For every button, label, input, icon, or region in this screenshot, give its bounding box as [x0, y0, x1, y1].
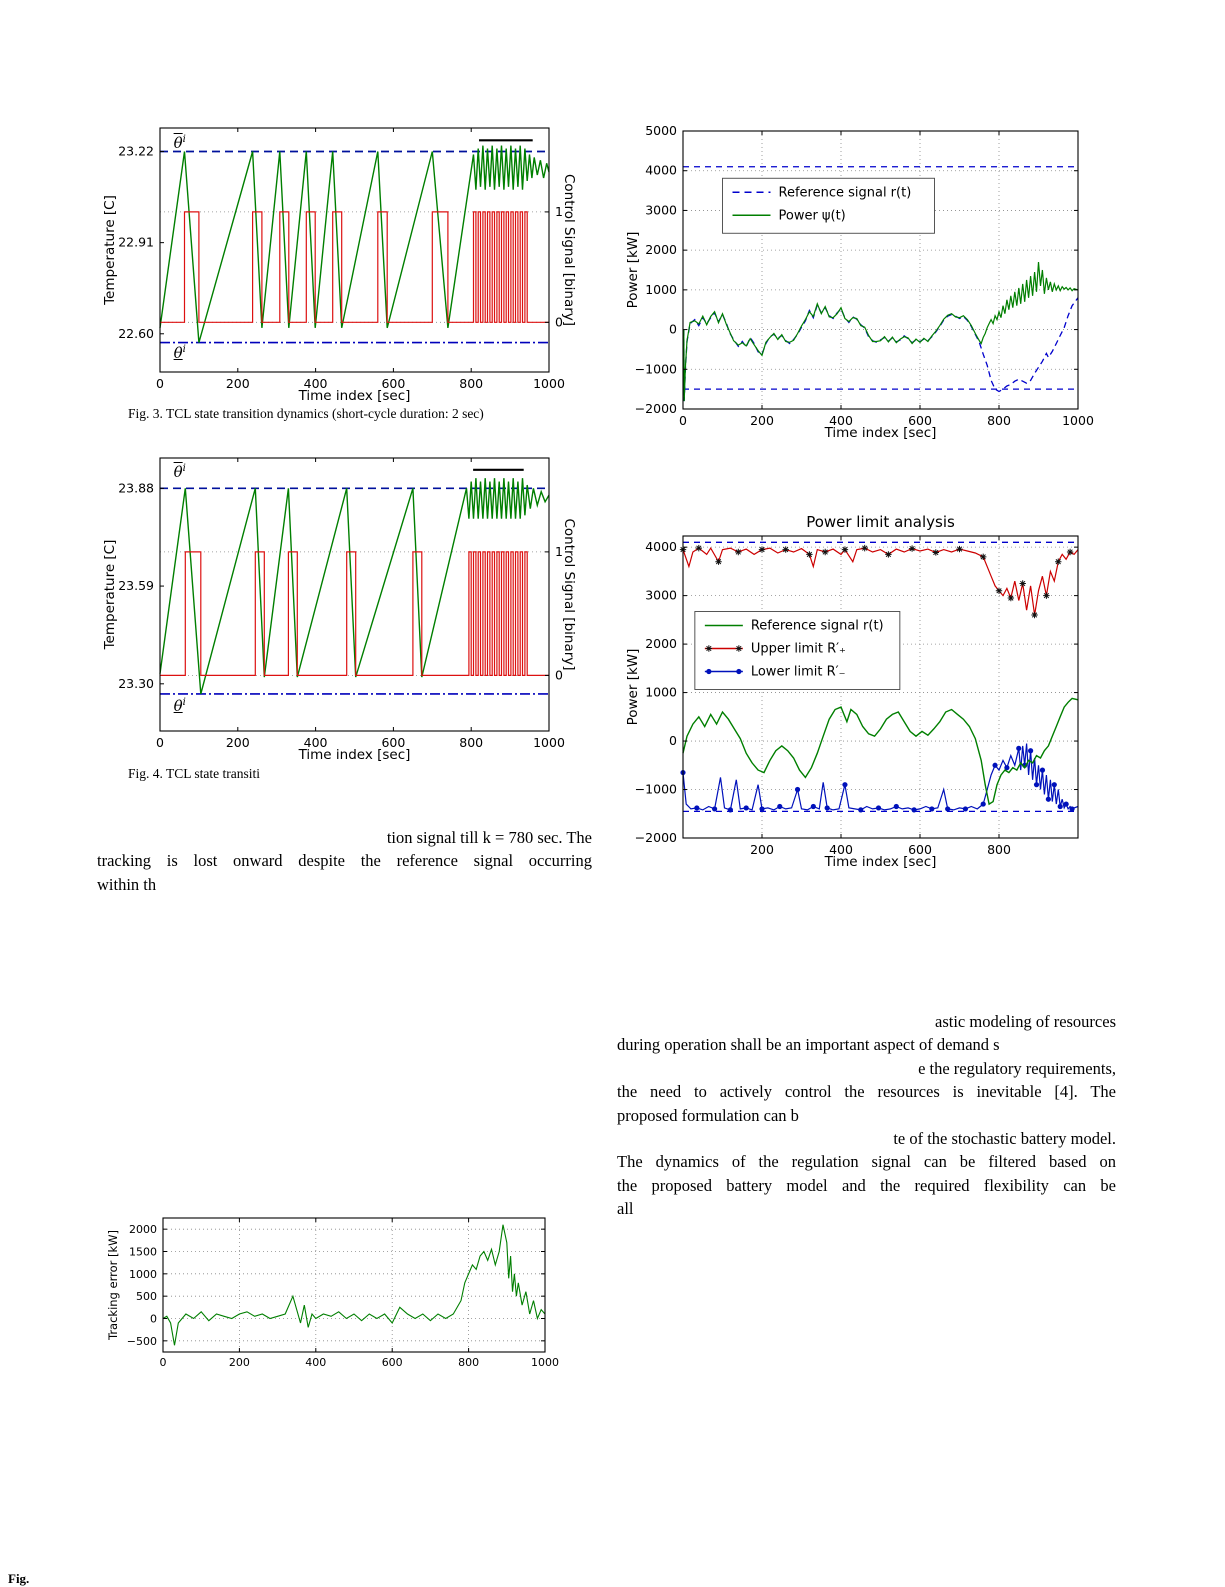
theta-annotation: $\overline{\theta}^i$: [173, 463, 186, 482]
theta-annotation: $\theta^i$: [173, 696, 186, 715]
text-line: astic modeling of resources: [935, 1012, 1116, 1031]
text-line: proposed formulation can b: [617, 1105, 799, 1125]
series-power-signal: [684, 262, 1078, 401]
chart-canvas: [615, 115, 1115, 460]
svg-text:3000: 3000: [645, 587, 677, 603]
svg-text:4000: 4000: [645, 539, 677, 555]
svg-text:2000: 2000: [645, 636, 677, 652]
svg-text:0: 0: [156, 376, 164, 391]
svg-text:−2000: −2000: [634, 401, 677, 416]
svg-text:800: 800: [459, 735, 484, 750]
svg-text:0: 0: [159, 1356, 167, 1369]
svg-text:0: 0: [150, 1312, 157, 1326]
power-limit-chart: [615, 505, 1115, 890]
svg-text:1000: 1000: [645, 684, 677, 700]
svg-text:Control Signal [binary]: Control Signal [binary]: [561, 173, 577, 327]
svg-text:23.59: 23.59: [118, 578, 154, 594]
svg-text:400: 400: [303, 735, 328, 750]
text-line: within th: [97, 874, 157, 894]
svg-text:800: 800: [987, 842, 1011, 857]
svg-text:Upper limit R′₊: Upper limit R′₊: [750, 641, 846, 657]
power-tracking-chart: [615, 115, 1115, 460]
svg-text:Time index [sec]: Time index [sec]: [298, 388, 411, 404]
svg-text:23.22: 23.22: [118, 143, 154, 159]
left-column-text: [97, 826, 592, 896]
svg-text:1000: 1000: [533, 735, 565, 750]
svg-text:23.30: 23.30: [118, 675, 154, 691]
svg-text:1: 1: [555, 543, 563, 559]
svg-text:1: 1: [555, 203, 563, 219]
svg-text:800: 800: [987, 413, 1011, 428]
fig4-caption: Fig. 4. TCL state transiti: [128, 766, 260, 781]
svg-text:1000: 1000: [645, 281, 677, 297]
svg-text:0: 0: [555, 314, 563, 330]
tracking-error-chart: [95, 1205, 565, 1380]
svg-text:600: 600: [381, 376, 406, 391]
svg-text:Time index [sec]: Time index [sec]: [824, 425, 937, 441]
svg-text:0: 0: [669, 321, 677, 337]
chart-canvas: [85, 112, 575, 424]
svg-text:Time index [sec]: Time index [sec]: [824, 854, 937, 870]
chart-canvas: [615, 505, 1115, 890]
svg-text:22.91: 22.91: [118, 234, 154, 250]
svg-text:600: 600: [908, 413, 932, 428]
text-line: all: [617, 1199, 634, 1219]
text-line: tracking is lost onward despite the reference signal occurring: [97, 851, 592, 871]
svg-text:400: 400: [829, 842, 853, 857]
svg-text:5000: 5000: [645, 123, 677, 138]
svg-text:1500: 1500: [129, 1245, 157, 1259]
svg-text:0: 0: [679, 413, 687, 428]
svg-text:800: 800: [459, 376, 484, 391]
svg-text:23.88: 23.88: [118, 480, 154, 496]
text-line: e the regulatory requirements,: [918, 1058, 1116, 1078]
svg-text:0: 0: [156, 735, 164, 750]
svg-text:2000: 2000: [645, 242, 677, 258]
svg-text:3000: 3000: [645, 202, 677, 218]
svg-text:500: 500: [136, 1290, 157, 1304]
svg-text:Tracking error [kW]: Tracking error [kW]: [106, 1229, 120, 1341]
fig3-caption: Fig. 3. TCL state transition dynamics (short-cycle duration: 2 sec): [128, 406, 484, 421]
series-upper-limit: [683, 548, 1078, 615]
svg-text:−500: −500: [126, 1334, 157, 1348]
svg-text:22.60: 22.60: [118, 325, 154, 341]
svg-text:400: 400: [303, 376, 328, 391]
chart-canvas: [95, 1205, 565, 1380]
series-lower-limit: [683, 744, 1078, 810]
series-reference-signal: [684, 298, 1078, 401]
svg-text:400: 400: [829, 413, 853, 428]
svg-text:Control Signal [binary]: Control Signal [binary]: [561, 518, 577, 671]
theta-annotation: $\overline{\theta}^i$: [173, 134, 186, 153]
svg-text:600: 600: [908, 842, 932, 857]
svg-text:2000: 2000: [129, 1223, 157, 1237]
text-line: during operation shall be an important aspect of demand s: [617, 1035, 1000, 1055]
series-temperature: [160, 146, 549, 343]
text-line: te of the stochastic battery model.: [893, 1129, 1116, 1149]
svg-text:Time index [sec]: Time index [sec]: [298, 747, 411, 763]
svg-text:Reference signal r(t): Reference signal r(t): [750, 618, 884, 634]
svg-text:Power ψ(t): Power ψ(t): [778, 208, 846, 224]
svg-text:Lower limit R′₋: Lower limit R′₋: [750, 664, 846, 680]
svg-text:−1000: −1000: [634, 361, 677, 377]
svg-text:0: 0: [555, 667, 563, 683]
text-line: the proposed battery model and the required flexibility can be: [617, 1175, 1116, 1195]
svg-text:Reference signal r(t): Reference signal r(t): [778, 185, 912, 201]
fig3-tcl-chart: [85, 112, 575, 424]
svg-text:600: 600: [381, 735, 406, 750]
svg-text:Temperature [C]: Temperature [C]: [102, 195, 118, 305]
svg-text:200: 200: [225, 376, 250, 391]
svg-text:1000: 1000: [129, 1267, 157, 1281]
svg-text:1000: 1000: [533, 376, 565, 391]
series-temperature: [160, 478, 549, 694]
svg-text:400: 400: [305, 1356, 327, 1369]
series-tracking-error: [163, 1225, 545, 1346]
svg-text:Power limit analysis: Power limit analysis: [806, 513, 955, 531]
svg-text:200: 200: [225, 735, 250, 750]
svg-text:Power [kW]: Power [kW]: [625, 231, 641, 309]
right-column-text: [617, 1010, 1116, 1221]
chart-canvas: [85, 442, 575, 782]
fig4-tcl-chart: [85, 442, 575, 782]
svg-text:Power [kW]: Power [kW]: [625, 648, 641, 726]
text-line: the need to actively control the resources is inevitable [4]. The: [617, 1082, 1116, 1102]
svg-text:0: 0: [669, 733, 677, 749]
svg-text:200: 200: [750, 842, 774, 857]
svg-text:−2000: −2000: [634, 830, 677, 845]
svg-text:200: 200: [750, 413, 774, 428]
svg-text:Temperature [C]: Temperature [C]: [102, 539, 118, 650]
svg-text:4000: 4000: [645, 162, 677, 178]
svg-text:800: 800: [458, 1356, 480, 1369]
svg-text:1000: 1000: [531, 1356, 559, 1369]
svg-text:600: 600: [381, 1356, 403, 1369]
text-line: tion signal till k = 780 sec. The: [386, 828, 592, 847]
svg-text:1000: 1000: [1062, 413, 1094, 428]
svg-text:−1000: −1000: [634, 781, 677, 797]
page-bottom-fragment: Fig.: [8, 1571, 30, 1586]
svg-text:200: 200: [228, 1356, 250, 1369]
text-line: The dynamics of the regulation signal can be filtered based on: [617, 1152, 1116, 1172]
theta-annotation: $\theta^i$: [173, 343, 186, 362]
